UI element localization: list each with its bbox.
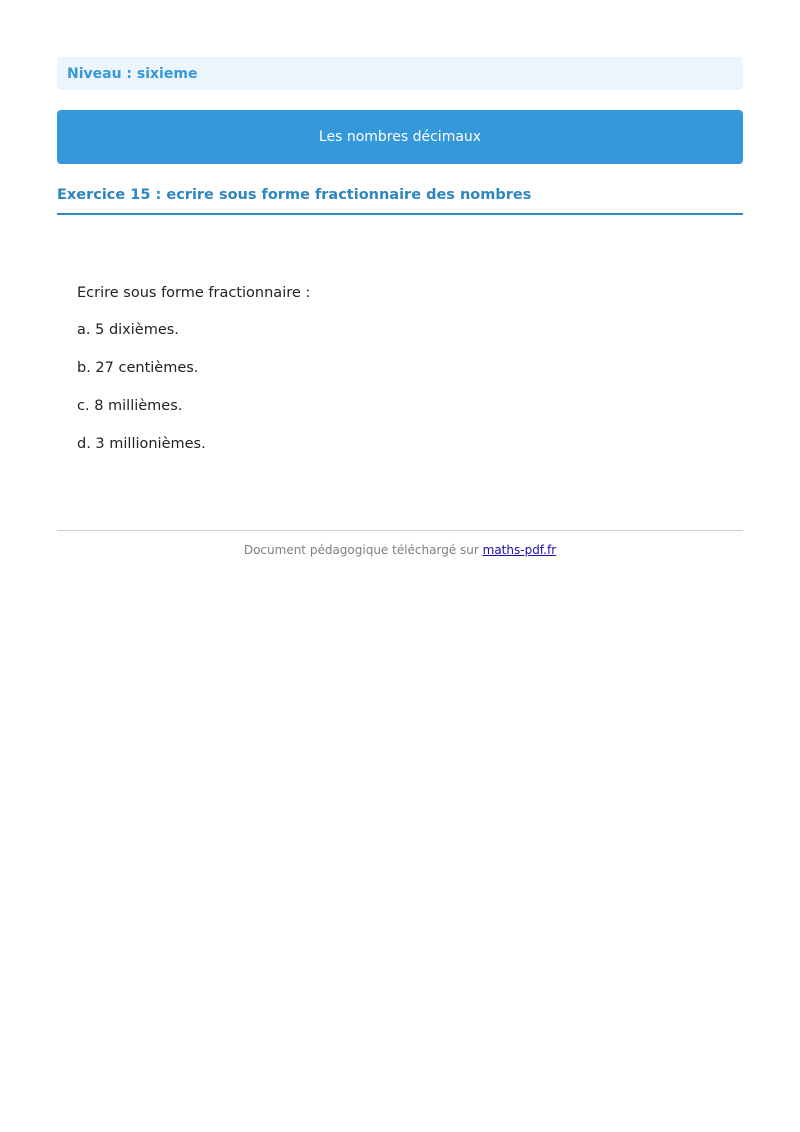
footer-text: Document pédagogique téléchargé sur xyxy=(243,543,483,557)
level-label: Niveau : sixieme xyxy=(67,65,198,82)
exercise-item-b: b. 27 centièmes. xyxy=(77,360,199,376)
footer-divider xyxy=(57,530,743,531)
exercise-content xyxy=(77,283,717,472)
chapter-banner xyxy=(57,110,743,164)
exercise-item-c: c. 8 millièmes. xyxy=(77,398,183,414)
footer-link[interactable]: maths-pdf.fr xyxy=(482,543,557,557)
exercise-instruction: Ecrire sous forme fractionnaire : xyxy=(77,285,311,301)
exercise-item-a: a. 5 dixièmes. xyxy=(77,322,179,338)
exercise-item-d: d. 3 millionièmes. xyxy=(77,436,206,452)
chapter-title: Les nombres décimaux xyxy=(318,129,482,145)
footer xyxy=(57,542,743,558)
exercise-title: Exercice 15 : ecrire sous forme fractionnaire des nombres xyxy=(57,185,743,215)
level-banner xyxy=(57,57,743,90)
